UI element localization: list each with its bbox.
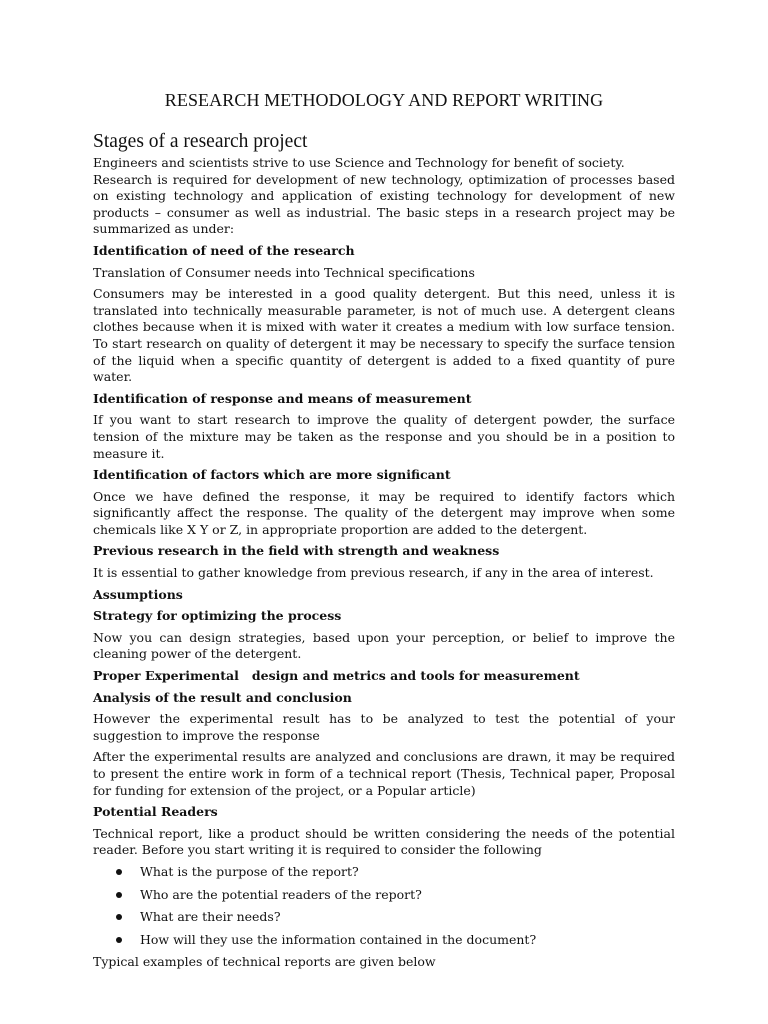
readers-paragraph: Technical report, like a product should be written considering the needs of the potential reader. Before you start writing it is required to consider the following — [93, 825, 675, 858]
subheading-need: Identification of need of the research — [93, 242, 355, 258]
response-paragraph: If you want to start research to improve the quality of detergent powder, the surface tension of the mixture may be taken as the response and you should be in a position to measure it. — [93, 412, 675, 461]
document-title: RESEARCH METHODOLOGY AND REPORT WRITING — [164, 90, 604, 110]
subheading-response: Identification of response and means of measurement — [93, 390, 472, 406]
factors-paragraph: Once we have defined the response, it may be required to identify factors which significantly affect the response. The quality of the detergent may improve when some chemicals like X Y or Z, in appropriate proportion are added to the detergent. — [93, 488, 675, 537]
bullet-text: What is the purpose of the report? — [140, 863, 359, 879]
bullet-icon — [116, 869, 122, 875]
bullet-item — [113, 864, 675, 881]
subheading-experimental-design: Proper Experimental design and metrics and tools for measurement — [93, 668, 580, 684]
strategy-paragraph: Now you can design strategies, based upon your perception, or belief to improve the cleaning power of the detergent. — [93, 629, 675, 662]
subheading-assumptions: Assumptions — [93, 586, 183, 602]
intro-line: Engineers and scientists strive to use Science and Technology for benefit of society. — [93, 155, 625, 170]
intro-paragraph: Research is required for development of new technology, optimization of processes based on existing technology and application of existing technology for development of new products – consumer as well as industrial. The basic steps in a research project may be summarized as under: — [93, 171, 675, 237]
bullet-item — [113, 909, 675, 926]
bullet-text: How will they use the information contained in the document? — [140, 931, 537, 947]
bullet-icon — [116, 937, 122, 943]
need-line: Translation of Consumer needs into Technical specifications — [93, 264, 475, 280]
section-heading: Stages of a research project — [93, 131, 308, 152]
document-page — [93, 90, 675, 971]
bullet-icon — [116, 914, 122, 920]
analysis-paragraph-2: After the experimental results are analyzed and conclusions are drawn, it may be required to present the entire work in form of a technical report (Thesis, Technical paper, Proposal for funding for extension of the project, or a Popular article) — [93, 749, 675, 798]
subheading-previous-research: Previous research in the field with strength and weakness — [93, 543, 500, 559]
subheading-analysis: Analysis of the result and conclusion — [93, 689, 352, 705]
readers-bullet-list — [93, 864, 675, 948]
analysis-paragraph-1: However the experimental result has to be analyzed to test the potential of your suggestion to improve the response — [93, 711, 675, 743]
need-paragraph: Consumers may be interested in a good quality detergent. But this need, unless it is translated into technically measurable parameter, is not of much use. A detergent cleans clothes because when it is mixed with water it creates a medium with low surface tension. To start research on quality of detergent it may be necessary to specify the surface tension of the liquid when a specific quantity of detergent is added to a fixed quantity of pure water. — [93, 286, 675, 385]
subheading-potential-readers: Potential Readers — [93, 804, 218, 820]
previous-research-paragraph: It is essential to gather knowledge from previous research, if any in the area of interest. — [93, 565, 654, 581]
bullet-item — [113, 887, 675, 904]
subheading-strategy: Strategy for optimizing the process — [93, 608, 342, 624]
closing-line: Typical examples of technical reports are given below — [93, 954, 436, 970]
bullet-item — [113, 932, 675, 949]
subheading-factors: Identification of factors which are more significant — [93, 467, 451, 483]
bullet-icon — [116, 892, 122, 898]
bullet-text: Who are the potential readers of the report? — [140, 886, 422, 902]
bullet-text: What are their needs? — [140, 909, 281, 925]
